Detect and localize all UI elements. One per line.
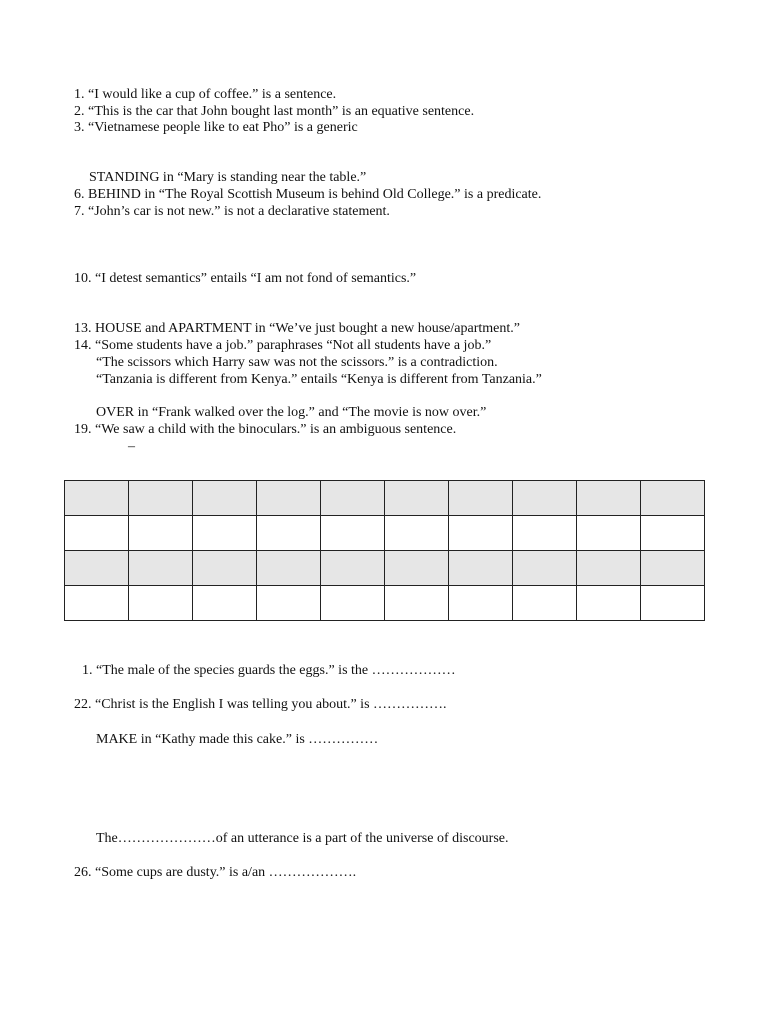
answer-table-cell[interactable] (257, 481, 321, 516)
answer-table-cell[interactable] (385, 481, 449, 516)
answer-table-row (65, 481, 705, 516)
answer-table-cell[interactable] (321, 481, 385, 516)
answer-table-cell[interactable] (65, 516, 129, 551)
answer-table-cell[interactable] (641, 481, 705, 516)
answer-table-cell[interactable] (577, 481, 641, 516)
question-2: 2. “This is the car that John bought last month” is an equative sentence. (74, 104, 475, 119)
answer-table-cell[interactable] (129, 516, 193, 551)
question-26: 26. “Some cups are dusty.” is a/an ………………. (74, 865, 357, 880)
answer-table-cell[interactable] (65, 551, 129, 586)
answer-table-cell[interactable] (577, 586, 641, 621)
question-6: 6. BEHIND in “The Royal Scottish Museum is behind Old College.” is a predicate. (74, 187, 542, 202)
answer-table-cell[interactable] (129, 586, 193, 621)
question-5: STANDING in “Mary is standing near the table.” (89, 170, 367, 185)
answer-table-cell[interactable] (193, 516, 257, 551)
answer-table-cell[interactable] (257, 551, 321, 586)
question-13: 13. HOUSE and APARTMENT in “We’ve just bought a new house/apartment.” (74, 321, 520, 336)
answer-table-cell[interactable] (577, 551, 641, 586)
answer-table-cell[interactable] (385, 516, 449, 551)
question-22: 22. “Christ is the English I was telling you about.” is ……………. (74, 697, 447, 712)
answer-table-cell[interactable] (65, 586, 129, 621)
answer-table-cell[interactable] (385, 586, 449, 621)
question-18: OVER in “Frank walked over the log.” and “The movie is now over.” (96, 405, 487, 420)
question-25: The…………………of an utterance is a part of the universe of discourse. (96, 831, 509, 846)
answer-table-cell[interactable] (193, 551, 257, 586)
answer-table-cell[interactable] (449, 551, 513, 586)
answer-table-cell[interactable] (321, 586, 385, 621)
question-10: 10. “I detest semantics” entails “I am not fond of semantics.” (74, 271, 417, 286)
question-16: “Tanzania is different from Kenya.” entails “Kenya is different from Tanzania.” (96, 372, 542, 387)
answer-table-cell[interactable] (65, 481, 129, 516)
answer-table-cell[interactable] (321, 516, 385, 551)
answer-table-cell[interactable] (321, 551, 385, 586)
answer-table-row (65, 551, 705, 586)
question-7: 7. “John’s car is not new.” is not a declarative statement. (74, 204, 390, 219)
answer-table-cell[interactable] (129, 481, 193, 516)
answer-table-cell[interactable] (641, 551, 705, 586)
answer-table-cell[interactable] (513, 481, 577, 516)
answer-table-cell[interactable] (641, 586, 705, 621)
question-14: 14. “Some students have a job.” paraphrases “Not all students have a job.” (74, 338, 492, 353)
question-1: 1. “I would like a cup of coffee.” is a sentence. (74, 87, 337, 102)
answer-table-row (65, 586, 705, 621)
answer-table-cell[interactable] (513, 551, 577, 586)
question-15: “The scissors which Harry saw was not the scissors.” is a contradiction. (96, 355, 498, 370)
answer-table-row (65, 516, 705, 551)
answer-table-cell[interactable] (641, 516, 705, 551)
answer-table-cell[interactable] (129, 551, 193, 586)
answer-table (64, 480, 705, 621)
answer-table-cell[interactable] (385, 551, 449, 586)
question-19: 19. “We saw a child with the binoculars.” is an ambiguous sentence. (74, 422, 457, 437)
answer-table-cell[interactable] (193, 586, 257, 621)
answer-table-cell[interactable] (513, 516, 577, 551)
answer-table-cell[interactable] (513, 586, 577, 621)
answer-table-cell[interactable] (257, 586, 321, 621)
answer-table-cell[interactable] (193, 481, 257, 516)
answer-table-cell[interactable] (449, 516, 513, 551)
answer-table-cell[interactable] (449, 481, 513, 516)
dash-mark: – (128, 439, 135, 454)
answer-table-cell[interactable] (577, 516, 641, 551)
answer-table-cell[interactable] (257, 516, 321, 551)
question-23: MAKE in “Kathy made this cake.” is …………… (96, 732, 379, 747)
answer-table-cell[interactable] (449, 586, 513, 621)
question-21: 1. “The male of the species guards the eggs.” is the ……………… (82, 663, 456, 678)
question-3: 3. “Vietnamese people like to eat Pho” is a generic (74, 120, 358, 135)
